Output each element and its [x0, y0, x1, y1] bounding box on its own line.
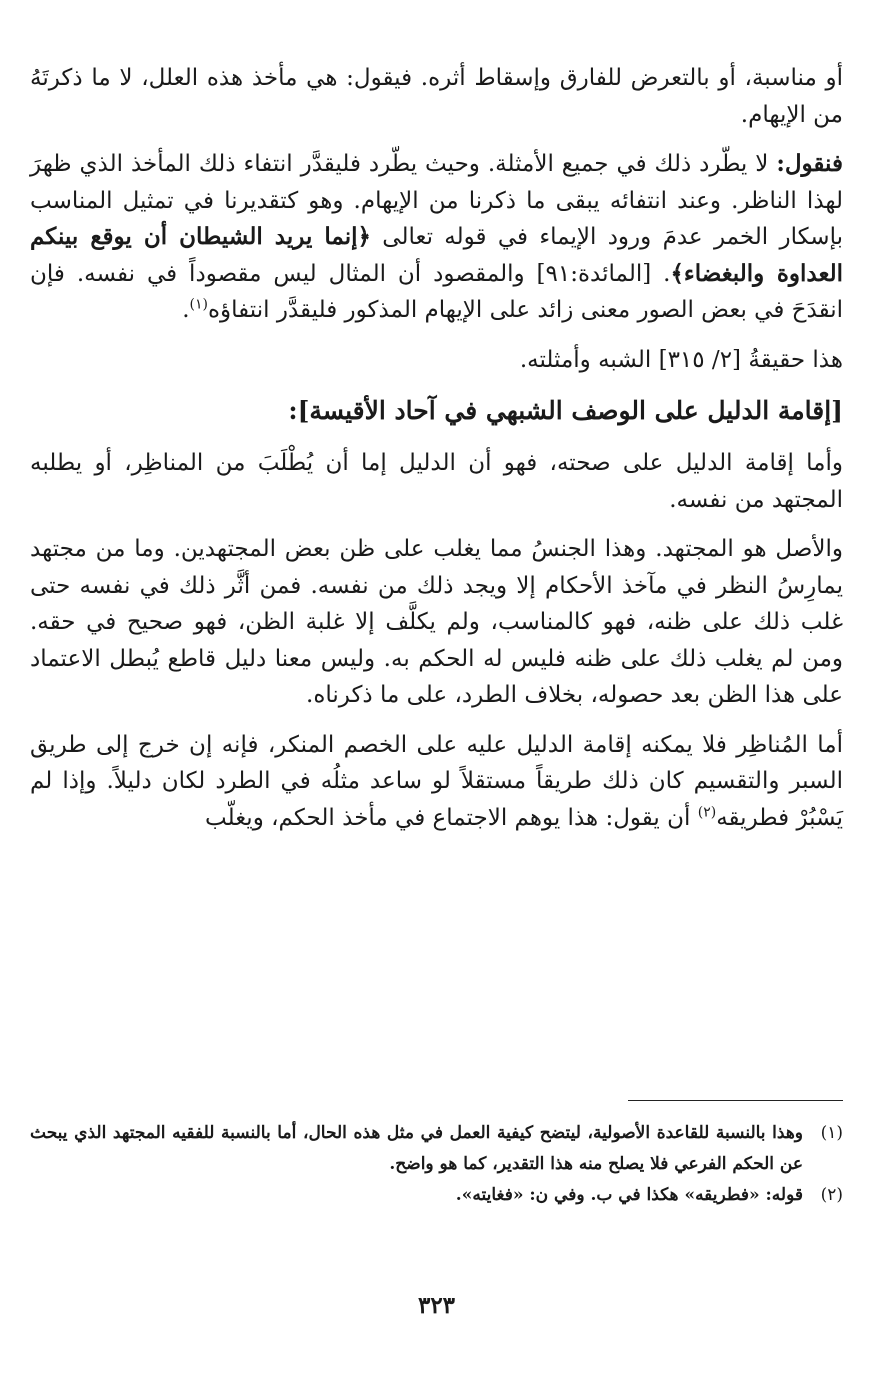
text-run: وأما إقامة الدليل على صحته، فهو أن الدليل إما أن يُطْلَبَ من المناظِر، أو يطلبه المجتهد من نفسه.	[30, 450, 843, 513]
footnote-ref: (٢)	[697, 803, 717, 820]
paragraph-1	[30, 60, 843, 133]
text-run: أو مناسبة، أو بالتعرض للفارق وإسقاط أثره. فيقول: هي مأخذ هذه العلل، لا ما ذكرتَهُ من الإيهام.	[30, 65, 843, 128]
footnote-text: قوله: «فطريقه» هكذا في ب. وفي ن: «فغايته».	[455, 1185, 803, 1205]
footnote-number: (٢)	[820, 1185, 843, 1205]
paragraph-6	[30, 727, 843, 837]
section-heading: [إقامة الدليل على الوصف الشبهي في آحاد الأقيسة]:	[288, 396, 843, 425]
footnotes	[30, 1118, 843, 1211]
paragraph-3	[30, 342, 843, 379]
bold-text: ﴿إنما يريد الشيطان أن يوقع بينكم العداوة والبغضاء﴾	[30, 223, 843, 287]
footnote-1	[30, 1118, 843, 1180]
paragraph-5	[30, 531, 843, 714]
bold-text: فنقول:	[776, 150, 843, 177]
paragraph-4	[30, 445, 843, 518]
footnote-2	[30, 1180, 843, 1211]
text-run: أما المُناظِر فلا يمكنه إقامة الدليل عليه على الخصم المنكر، فإنه إن خرج إلى طريق السبر والتقسيم كان ذلك طريقاً مستقلاً لو ساعد مثلُه في الطرد لكان دليلاً. وإذا لم يَسْبُرْ فطريقه	[30, 731, 843, 831]
text-run: . [المائدة:٩١] والمقصود أن المثال ليس مقصوداً في نفسه. فإن انقدَحَ في بعض الصور معنى زائد على الإيهام المذكور فليقدَّر انتفاؤه	[30, 260, 843, 323]
main-text	[30, 60, 843, 836]
footnote-divider	[628, 1100, 843, 1101]
footnote-ref: (١)	[189, 296, 208, 313]
text-run: والأصل هو المجتهد. وهذا الجنسُ مما يغلب على ظن بعض المجتهدين. وما من مجتهد يمارِسُ النظر في مآخذ الأحكام إلا ويجد ذلك من نفسه. فمن أثَّر ذلك في نفسه حتى غلب ذلك على ظنه، فهو كالمناسب، ولم يكلَّف إلا غلبة الظن، فهو صحيح في حقه. ومن لم يغلب ذلك على ظنه فليس له الحكم به. وليس معنا دليل قاطع يُبطل الاعتماد على هذا الظن بعد حصوله، بخلاف الطرد، على ما ذكرناه.	[30, 536, 843, 708]
text-run: لا يطّرد ذلك في جميع الأمثلة. وحيث يطّرد فليقدَّر انتفاء ذلك المأخذ الذي ظهرَ لهذا الناظر. وعند انتفائه يبقى ما ذكرنا من الإيهام. وهو كتقديرنا في تمثيل المناسب بإسكار الخمر عدمَ ورود الإيماء في قوله تعالى	[30, 151, 843, 250]
paragraph-2	[30, 146, 843, 329]
text-run: أن يقول: هذا يوهم الاجتماع في مأخذ الحكم، ويغلّب	[205, 804, 698, 831]
footnote-text: وهذا بالنسبة للقاعدة الأصولية، ليتضح كيفية العمل في مثل هذه الحال، أما بالنسبة للفقيه المجتهد الذي يبحث عن الحكم الفرعي فلا يصلح منه هذا التقدير، كما هو واضح.	[30, 1123, 803, 1174]
text-run: هذا حقيقةُ [٢/ ٣١٥] الشبه وأمثلته.	[519, 346, 843, 373]
text-run: .	[182, 297, 190, 323]
page-number: ٣٢٣	[417, 1292, 456, 1319]
footnote-number: (١)	[820, 1123, 843, 1143]
